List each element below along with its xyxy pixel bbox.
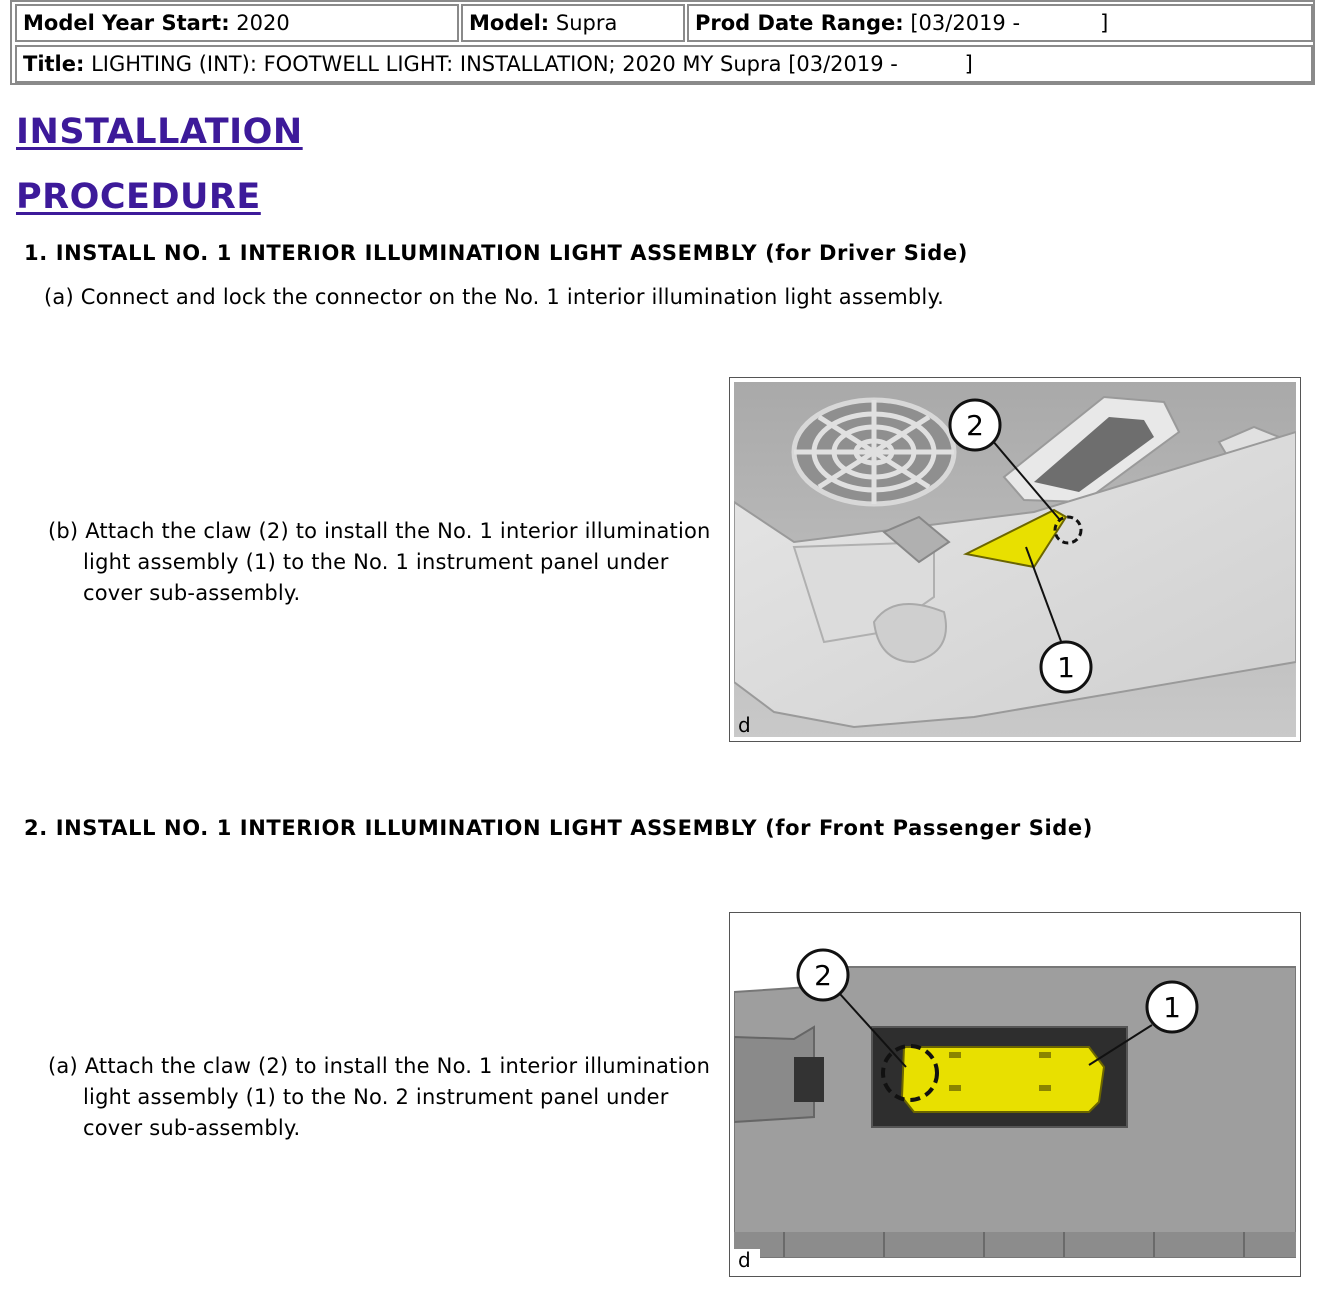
figure-corner-letter: d (738, 713, 751, 737)
step-2-a-line-3: cover sub-assembly. (83, 1116, 301, 1140)
step-2-a-line-1: (a) Attach the claw (2) to install the No. 1 interior illumination (48, 1054, 711, 1078)
vent-grille (794, 400, 954, 504)
step-1-b-line-3: cover sub-assembly. (83, 581, 301, 605)
callout-1 (1147, 982, 1197, 1032)
title-label: Title: (23, 52, 85, 76)
procedure-heading[interactable]: PROCEDURE (16, 177, 261, 217)
callout-1 (1041, 642, 1091, 692)
step-1-b-line-2: light assembly (1) to the No. 1 instrument panel under (83, 550, 669, 574)
model-value: Supra (549, 11, 618, 35)
prod-date-value: [03/2019 - ] (903, 11, 1109, 35)
driver-side-diagram (734, 382, 1296, 737)
installation-heading[interactable]: INSTALLATION (16, 112, 303, 152)
step-1-title: 1. INSTALL NO. 1 INTERIOR ILLUMINATION LIGHT ASSEMBLY (for Driver Side) (24, 241, 968, 265)
light-tab (949, 1085, 961, 1091)
prod-date-label: Prod Date Range: (695, 11, 904, 35)
prod-date-cell (687, 4, 1313, 42)
model-year-value: 2020 (229, 11, 290, 35)
light-tab (1039, 1085, 1051, 1091)
step-2-title: 2. INSTALL NO. 1 INTERIOR ILLUMINATION LIGHT ASSEMBLY (for Front Passenger Side) (24, 816, 1093, 840)
title-cell (15, 45, 1313, 83)
model-label: Model: (469, 11, 550, 35)
callout-2-label: 2 (814, 959, 832, 992)
callout-2-label: 2 (966, 409, 984, 442)
title-value: LIGHTING (INT): FOOTWELL LIGHT: INSTALLATION; 2020 MY Supra [03/2019 - ] (84, 52, 973, 76)
passenger-side-illustration (729, 912, 1301, 1277)
light-tab (1039, 1052, 1051, 1058)
step-2-a-text (48, 1051, 710, 1144)
lower-strip (734, 1232, 1296, 1257)
model-cell (461, 4, 685, 42)
callout-1-label: 1 (1057, 651, 1075, 684)
passenger-side-diagram (734, 917, 1296, 1272)
callout-2 (950, 400, 1000, 450)
model-year-label: Model Year Start: (23, 11, 230, 35)
driver-side-illustration (729, 377, 1301, 742)
model-year-cell (15, 4, 459, 42)
step-1-b-line-1: (b) Attach the claw (2) to install the No. 1 interior illumination (48, 519, 711, 543)
header-table (10, 0, 1315, 85)
callout-2 (798, 950, 848, 1000)
side-slot (794, 1057, 824, 1102)
step-1-b-text (48, 516, 711, 609)
figure-corner-letter: d (738, 1248, 751, 1272)
step-1-a-text: (a) Connect and lock the connector on the No. 1 interior illumination light assembly. (44, 285, 944, 309)
step-2-a-line-2: light assembly (1) to the No. 2 instrument panel under (83, 1085, 669, 1109)
light-tab (949, 1052, 961, 1058)
callout-1-label: 1 (1163, 991, 1181, 1024)
